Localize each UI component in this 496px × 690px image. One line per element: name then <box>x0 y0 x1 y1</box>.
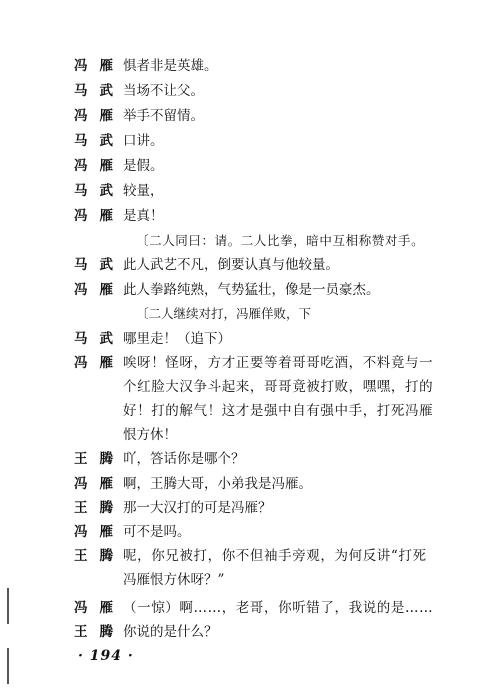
speaker-name: 马武 <box>74 183 125 199</box>
dialogue-line <box>0 448 496 470</box>
speaker-name: 王腾 <box>74 451 125 467</box>
stage-direction: 〔二人继续对打，冯雁佯败，下 <box>136 306 312 321</box>
dialogue-text: 口讲。 <box>123 133 164 149</box>
dialogue-text: 你说的是什么？ <box>123 624 218 640</box>
dialogue-line <box>0 424 496 446</box>
speaker-name: 冯雁 <box>74 58 125 74</box>
dialogue-line <box>0 130 496 152</box>
stage-direction: 〔二人同曰：请。二人比拳，暗中互相称赞对手。 <box>136 233 425 248</box>
dialogue-text: 唉呀！怪呀，方才正要等着哥哥吃酒，不料竟与一 <box>123 355 434 371</box>
speaker-name: 冯雁 <box>74 208 125 224</box>
dialogue-text: 恨方休！ <box>123 427 177 443</box>
dialogue-text: （一惊）啊……，老哥，你听错了，我说的是…… <box>123 600 434 616</box>
dialogue-text: 举手不留情。 <box>123 108 204 124</box>
speaker-name: 冯雁 <box>74 476 125 492</box>
dialogue-line <box>0 473 496 495</box>
speaker-name: 马武 <box>74 83 125 99</box>
dialogue-line <box>0 400 496 422</box>
dialogue-text: 哪里走！（追下） <box>123 331 231 347</box>
speaker-name: 冯雁 <box>74 600 125 616</box>
dialogue-text: 可不是吗。 <box>123 524 191 540</box>
dialogue-line <box>0 497 496 519</box>
dialogue-text: 此人武艺不凡，倒要认真与他较量。 <box>123 257 339 273</box>
dialogue-text: 好！打的解气！这才是强中自有强中手，打死冯雁 <box>123 403 434 419</box>
dialogue-line <box>0 230 496 252</box>
dialogue-line <box>0 597 496 619</box>
speaker-name: 冯雁 <box>74 108 125 124</box>
dialogue-line <box>0 569 496 591</box>
scan-margin-mark <box>7 648 9 684</box>
dialogue-line <box>0 105 496 127</box>
dialogue-line <box>0 328 496 350</box>
dialogue-line <box>0 621 496 643</box>
speaker-name: 王腾 <box>74 548 125 564</box>
speaker-name: 王腾 <box>74 500 125 516</box>
dialogue-text: 个红脸大汉争斗起来，哥哥竟被打败，嘿嘿，打的 <box>123 379 434 395</box>
speaker-name: 马武 <box>74 257 125 273</box>
dialogue-text: 那一大汉打的可是冯雁？ <box>123 500 272 516</box>
dialogue-line <box>0 180 496 202</box>
dialogue-line <box>0 155 496 177</box>
dialogue-text: 是假。 <box>123 158 164 174</box>
scan-margin-mark <box>7 588 9 624</box>
speaker-name: 冯雁 <box>74 282 125 298</box>
speaker-name: 马武 <box>74 133 125 149</box>
dialogue-line <box>0 545 496 567</box>
dialogue-text: 吖，答话你是哪个？ <box>123 451 245 467</box>
speaker-name: 冯雁 <box>74 524 125 540</box>
dialogue-text: 惧者非是英雄。 <box>123 58 218 74</box>
dialogue-line <box>0 376 496 398</box>
speaker-name: 冯雁 <box>74 158 125 174</box>
dialogue-text: 呢，你兄被打，你不但袖手旁观，为何反讲“打死 <box>123 548 427 564</box>
dialogue-line <box>0 279 496 301</box>
speaker-name: 王腾 <box>74 624 125 640</box>
dialogue-text: 较量， <box>123 183 164 199</box>
speaker-name: 冯雁 <box>74 355 125 371</box>
dialogue-text: 此人拳路纯熟，气势猛壮，像是一员豪杰。 <box>123 282 380 298</box>
dialogue-text: 是真！ <box>123 208 164 224</box>
dialogue-text: 当场不让父。 <box>123 83 204 99</box>
dialogue-text: 啊，王腾大哥，小弟我是冯雁。 <box>123 476 312 492</box>
dialogue-line <box>0 254 496 276</box>
dialogue-line <box>0 55 496 77</box>
dialogue-text: 冯雁恨方休呀？” <box>123 572 225 588</box>
speaker-name: 马武 <box>74 331 125 347</box>
dialogue-line <box>0 352 496 374</box>
dialogue-line <box>0 521 496 543</box>
dialogue-line <box>0 205 496 227</box>
dialogue-line <box>0 303 496 325</box>
dialogue-line <box>0 80 496 102</box>
page-number: · 194 · <box>78 648 134 664</box>
